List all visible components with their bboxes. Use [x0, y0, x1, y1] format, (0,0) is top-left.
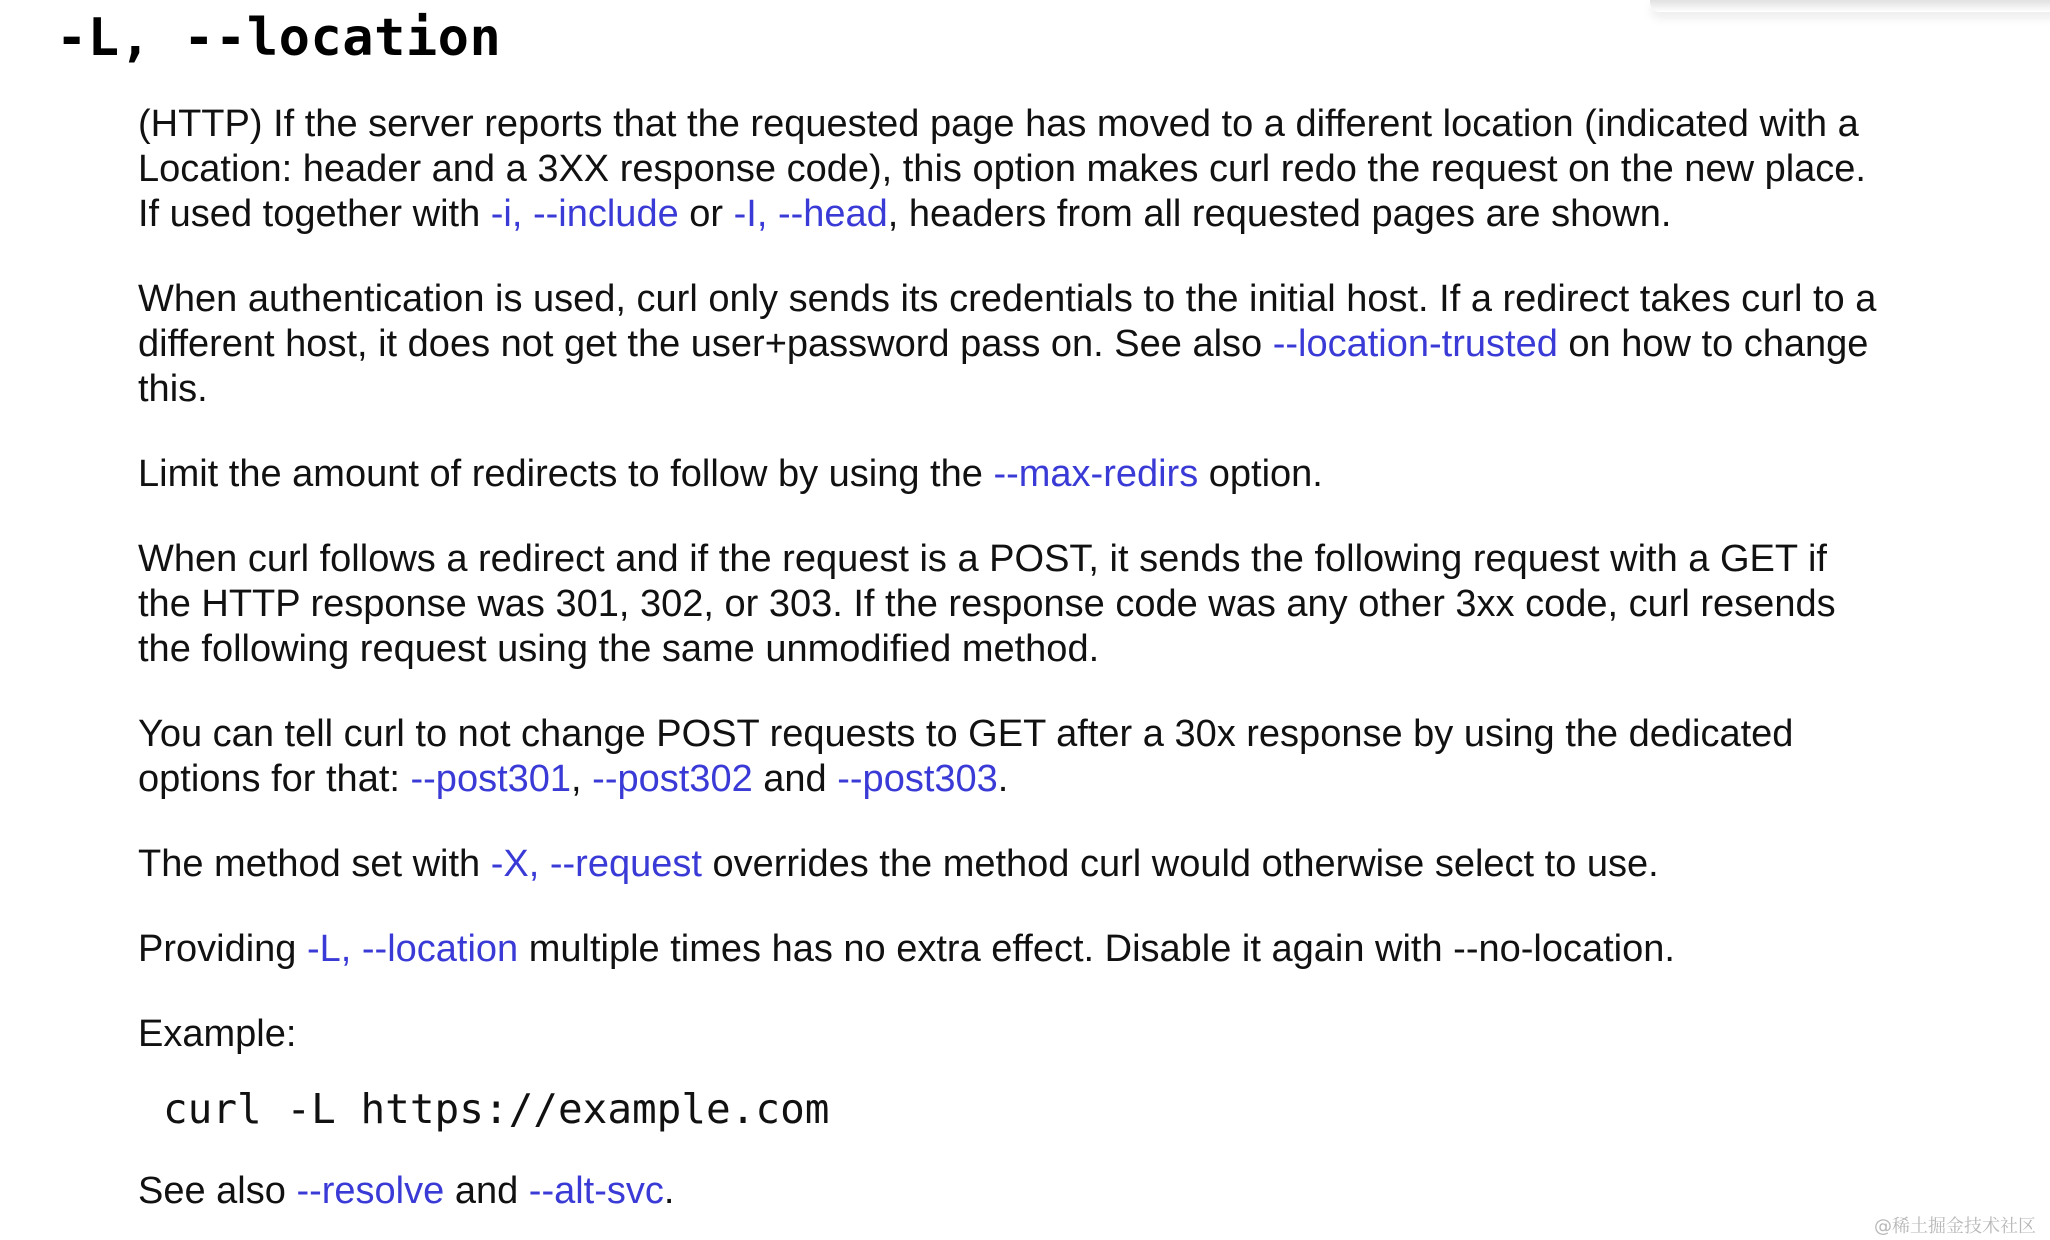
text-line: (HTTP) If the server reports that the requested page has moved to a different location (indicated with a [138, 103, 1859, 145]
link-alt-svc[interactable]: --alt-svc [528, 1170, 664, 1212]
text-fragment: multiple times has no extra effect. Disable it again with --no-location. [518, 928, 1675, 970]
text-line [138, 842, 2010, 887]
text-line [138, 1169, 2010, 1214]
text-line: the following request using the same unmodified method. [138, 628, 1100, 670]
text-line [138, 757, 2010, 802]
link-post303[interactable]: --post303 [837, 758, 998, 800]
paragraph-location-behavior [138, 102, 2010, 237]
text-fragment: . [663, 1170, 675, 1212]
paragraph-multiple-times [138, 927, 2010, 972]
paragraph-request-method [138, 842, 2010, 887]
link-resolve[interactable]: --resolve [296, 1170, 445, 1212]
text-fragment: Limit the amount of redirects to follow by using the [138, 453, 994, 495]
text-fragment: . [997, 758, 1009, 800]
text-line [138, 322, 2010, 367]
text-fragment: options for that: [138, 758, 411, 800]
text-line: Location: header and a 3XX response code), this option makes curl redo the request on the new place. [138, 148, 1866, 190]
option-title: -L, --location [56, 8, 502, 68]
text-fragment: , [571, 758, 593, 800]
text-fragment: on how to change [1557, 323, 1869, 365]
text-fragment: option. [1198, 453, 1323, 495]
text-line: When curl follows a redirect and if the request is a POST, it sends the following request with a GET if [138, 538, 1827, 580]
text-fragment: overrides the method curl would otherwise select to use. [701, 843, 1659, 885]
text-fragment: Providing [138, 928, 307, 970]
link-include[interactable]: -i, --include [490, 193, 679, 235]
text-fragment: The method set with [138, 843, 491, 885]
link-location-trusted[interactable]: --location-trusted [1272, 323, 1558, 365]
option-description [138, 102, 2010, 1240]
link-location[interactable]: -L, --location [306, 928, 519, 970]
text-fragment: and [444, 1170, 529, 1212]
link-post301[interactable]: --post301 [410, 758, 572, 800]
link-max-redirs[interactable]: --max-redirs [993, 453, 1199, 495]
watermark: @稀土掘金技术社区 [1874, 1216, 2036, 1237]
paragraph-see-also [138, 1169, 2010, 1214]
text-line: You can tell curl to not change POST requests to GET after a 30x response by using the dedicated [138, 713, 1794, 755]
browser-toolbar-edge [1650, 0, 2050, 12]
text-fragment: , headers from all requested pages are shown. [887, 193, 1672, 235]
text-line [138, 192, 2010, 237]
link-post302[interactable]: --post302 [592, 758, 753, 800]
paragraph-authentication [138, 277, 2010, 412]
paragraph-max-redirs [138, 452, 2010, 497]
paragraph-example-label [138, 1012, 2010, 1057]
text-line: the HTTP response was 301, 302, or 303. If the response code was any other 3xx code, curl resends [138, 583, 1836, 625]
example-code-block: curl -L https://example.com [163, 1085, 830, 1133]
paragraph-post-redirect [138, 537, 2010, 672]
text-fragment: different host, it does not get the user+password pass on. See also [138, 323, 1273, 365]
example-label: Example: [138, 1013, 297, 1055]
link-request[interactable]: -X, --request [490, 843, 702, 885]
text-line: When authentication is used, curl only sends its credentials to the initial host. If a redirect takes curl to a [138, 278, 1877, 320]
link-head[interactable]: -I, --head [733, 193, 888, 235]
text-fragment: See also [138, 1170, 297, 1212]
text-line [138, 452, 2010, 497]
text-fragment: or [678, 193, 734, 235]
text-fragment: and [752, 758, 838, 800]
paragraph-post-options [138, 712, 2010, 802]
text-line: this. [138, 368, 208, 410]
text-line [138, 927, 2010, 972]
text-fragment: If used together with [138, 193, 491, 235]
